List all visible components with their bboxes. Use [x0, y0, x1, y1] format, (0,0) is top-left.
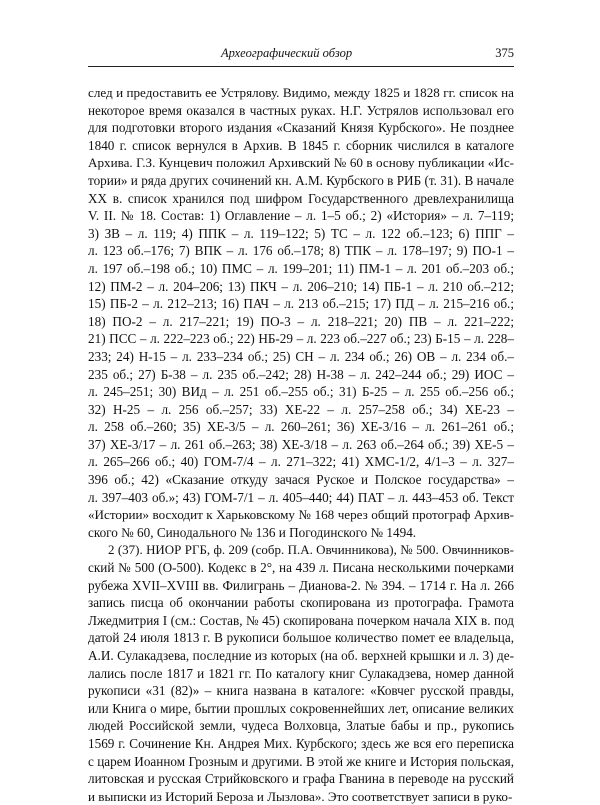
text-line: рукописи «31 (82)» – книга названа в каталоге: «Ковчег русской правды,: [88, 683, 514, 699]
text-line: 32) Н-25 – л. 256 об.–257; 33) ХЕ-22 – л. 257–258 об.; 34) ХЕ-23 –: [88, 401, 514, 417]
text-line: и выписки из Историй Бероза и Лызлова». Это соответствует записи в руко-: [88, 788, 513, 804]
text-line: V. II. № 18. Состав: 1) Оглавление – л. 1–5 об.; 2) «История» – л. 7–119;: [88, 208, 514, 224]
text-line: 233; 24) Н-15 – л. 233–234 об.; 25) СН – л. 234 об.; 26) ОВ – л. 234 об.–: [88, 348, 514, 364]
text-line: 235 об.; 27) Б-38 – л. 235 об.–242; 28) Н-38 – л. 242–244 об.; 29) ИОС –: [88, 366, 514, 382]
text-line: людей Российской земли, чудеса Волховца, Златые бабы и пр., рукопись: [88, 718, 514, 734]
text-line: 18) ПО-2 – л. 217–221; 19) ПО-3 – л. 218–221; 20) ПВ – л. 221–222;: [88, 313, 514, 329]
text-line: 1569 г. Сочинение Кн. Андрея Мих. Курбского; здесь же вся его переписка: [88, 735, 514, 751]
text-line: лались после 1817 и 1821 гг. По каталогу книг Сулакадзева, номер данной: [88, 665, 514, 681]
text-line: XX в. список хранился под шифром Государственного древлехранилища: [88, 190, 514, 206]
text-line: для подготовки второго издания «Сказаний Князя Курбского». Не позднее: [88, 120, 514, 136]
text-line: с царем Иоанном Грозным и другими. В этой же книге и История польская,: [88, 753, 514, 769]
text-line: тории» и ряда других сочинений кн. А.М. Курбского в РИБ (т. 31). В начале: [88, 172, 514, 188]
text-line: 396 об.; 42) «Сказание откуду зачася Руское и Полское государства» –: [88, 472, 514, 488]
text-line: след и предоставить ее Устрялову. Видимо, между 1825 и 1828 гг. список на: [88, 85, 514, 100]
text-line: 15) ПБ-2 – л. 212–213; 16) ПАЧ – л. 213 об.–215; 17) ПД – л. 215–216 об.;: [88, 296, 514, 312]
text-line: «Истории» восходит к Харьковскому № 168 через общий протограф Архив-: [88, 507, 514, 523]
text-line: л. 123 об.–176; 7) ВПК – л. 176 об.–178; 8) ТПК – л. 178–197; 9) ПО-1 –: [88, 243, 514, 259]
text-line: л. 258 об.–260; 35) ХЕ-3/5 – л. 260–261; 36) ХЕ-3/16 – л. 261–261 об.;: [88, 419, 514, 435]
running-header: [88, 46, 514, 64]
text-line: 12) ПМ-2 – л. 204–206; 13) ПКЧ – л. 206–210; 14) ПБ-1 – л. 210 об.–212;: [88, 278, 514, 294]
text-line: 3) ЗВ – л. 119; 4) ППК – л. 119–122; 5) ТС – л. 122 об.–123; 6) ППГ –: [88, 225, 514, 241]
text-line: Лжедмитрия I (см.: Состав, № 45) скопирована почерком начала XIX в. под: [88, 612, 514, 628]
text-line: 1840 г. список вернулся в Архив. В 1845 г. сборник числился в каталоге: [88, 137, 514, 153]
text-line: А.И. Сулакадзева, последние из которых (на об. верхней крышки и л. 3) де-: [88, 648, 514, 663]
text-line: запись писца об окончании работы скопирована из протографа. Грамота: [88, 595, 514, 611]
text-line: рубежа XVII–XVIII вв. Филигрань – Дианова-2. № 394. – 1714 г. На л. 266: [88, 577, 514, 593]
page-body: [88, 84, 514, 805]
running-header-title: Археографический обзор: [221, 46, 353, 60]
text-line: л. 245–251; 30) ВИд – л. 251 об.–255 об.; 31) Б-25 – л. 255 об.–256 об.;: [88, 384, 514, 400]
text-line: 37) ХЕ-3/17 – л. 261 об.–263; 38) ХЕ-3/18 – л. 263 об.–264 об.; 39) ХЕ-5 –: [88, 436, 514, 452]
text-line: л. 397–403 об.»; 43) ГОМ-7/1 – л. 405–440; 44) ПАТ – л. 443–453 об. Текст: [88, 489, 514, 505]
page-number: 375: [495, 46, 514, 60]
text-line: или Книга о мире, бытии прошлых сокровеннейших лет, описание великих: [88, 700, 514, 716]
paragraph: [88, 541, 514, 805]
text-line: 21) ПСС – л. 222–223 об.; 22) НБ-29 – л. 223 об.–227 об.; 23) Б-15 – л. 228–: [88, 331, 514, 347]
text-line: Архива. Г.З. Кунцевич положил Архивский № 60 в основу публикации «Ис-: [88, 155, 514, 171]
text-line: 2 (37). НИОР РГБ, ф. 209 (собр. П.А. Овчинникова), № 500. Овчинников-: [108, 542, 514, 558]
header-rule: [88, 66, 514, 67]
text-line: л. 265–266 об.; 40) ГОМ-7/4 – л. 271–322; 41) ХМС-1/2, 4/1–3 – л. 327–: [88, 454, 514, 470]
text-line: л. 197 об.–198 об.; 10) ПМС – л. 199–201; 11) ПМ-1 – л. 201 об.–203 об.;: [88, 260, 514, 276]
text-line: датой 24 июля 1813 г. В рукописи большое количество помет ее владельца,: [88, 630, 514, 646]
paragraph: [88, 84, 514, 541]
text-line: ский № 500 (О-500). Кодекс в 2°, на 439 л. Писана несколькими почерками: [88, 560, 514, 576]
text-line: ского № 60, Синодального № 136 и Погодинского № 1494.: [88, 524, 417, 540]
text-line: литовская и русская Стрийковского и графа Гванина в переводе на русский: [88, 771, 514, 787]
text-line: некоторое время оказался в частных руках. Н.Г. Устрялов использовал его: [88, 102, 514, 118]
